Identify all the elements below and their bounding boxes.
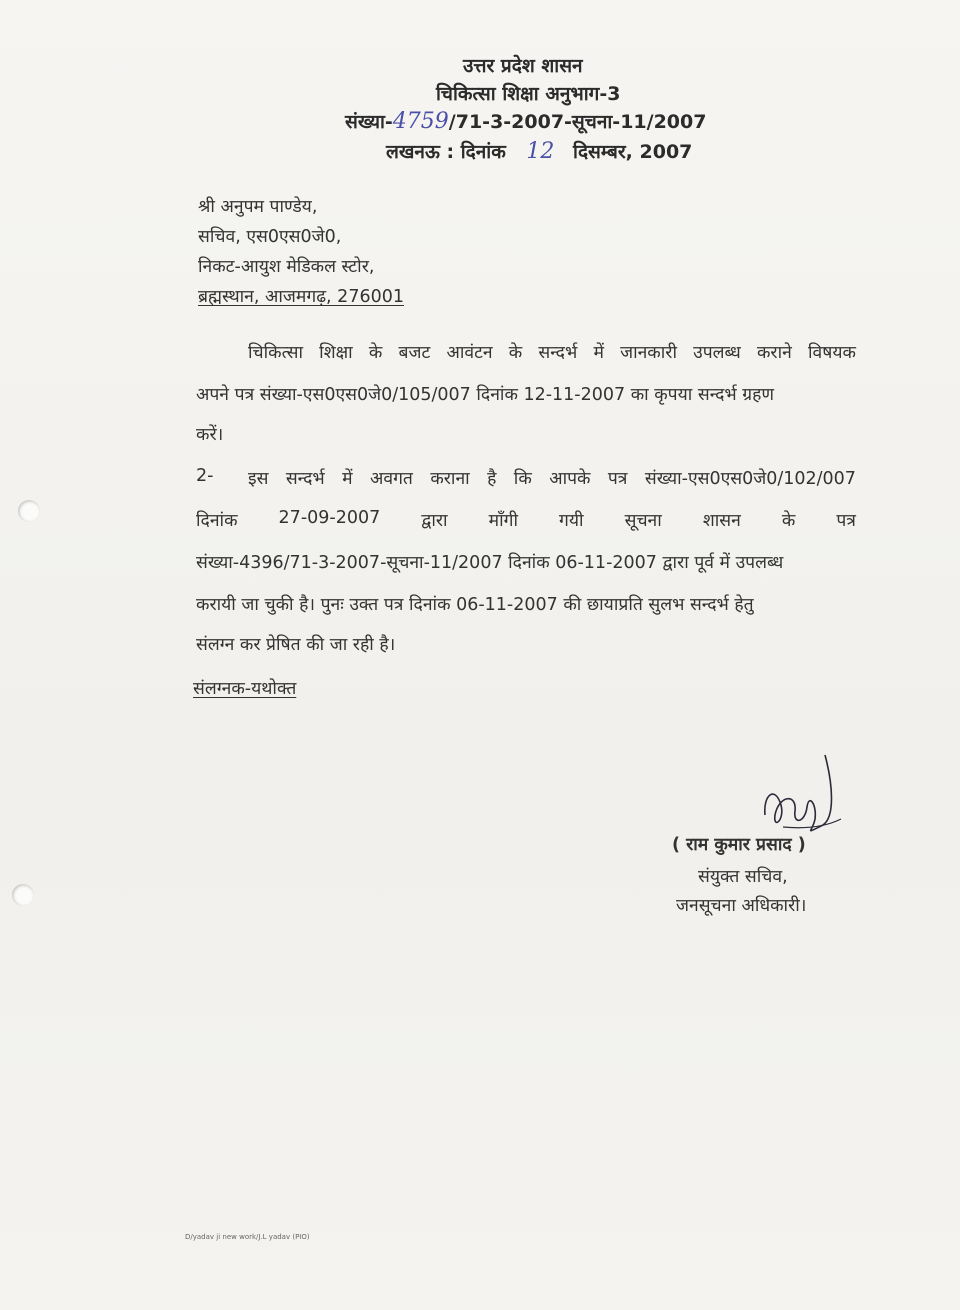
paragraph-1-line-1-word: सन्दर्भ: [538, 343, 578, 363]
paragraph-2-line-1-word: इस: [248, 469, 269, 489]
addressee-designation: सचिव, एस0एस0जे0,: [198, 227, 342, 247]
reference-number: [345, 108, 706, 134]
paragraph-1-line-1-word: बजट: [398, 343, 431, 363]
paragraph-2-line-2-word: द्वारा: [421, 511, 448, 531]
reference-handwritten-number: 4759: [392, 109, 449, 134]
paragraph-1-line-1-word: विषयक: [808, 343, 856, 363]
paragraph-2-line-2-word: गयी: [559, 511, 584, 531]
paragraph-1-line-1-word: के: [508, 343, 523, 363]
punch-hole-top: [18, 500, 40, 522]
punch-hole-bottom: [12, 884, 34, 906]
paragraph-2-line-1-word: कराना: [430, 469, 470, 489]
date-suffix: दिसम्बर, 2007: [573, 141, 693, 163]
paragraph-2-line-2: [196, 508, 856, 532]
paragraph-2-line-2-word: सूचना: [624, 511, 662, 531]
paragraph-2-line-1-word: आपके: [549, 469, 591, 489]
paragraph-2-line-2-word: शासन: [702, 511, 741, 531]
paragraph-1-line-1-word: जानकारी: [620, 343, 677, 363]
paragraph-2: [196, 466, 856, 666]
paragraph-2-line-4: करायी जा चुकी है। पुनः उक्त पत्र दिनांक 06-11-2007 की छायाप्रति सुलभ सन्दर्भ हेतु: [196, 595, 754, 615]
paragraph-2-line-1-word: कि: [513, 469, 532, 489]
paragraph-1-line-1-word: शिक्षा: [319, 343, 353, 363]
paragraph-2-line-3: संख्या-4396/71-3-2007-सूचना-11/2007 दिनांक 06-11-2007 द्वारा पूर्व में उपलब्ध: [196, 553, 784, 573]
date-handwritten-day: 12: [526, 139, 555, 164]
addressee-block: [198, 192, 404, 312]
header-department: चिकित्सा शिक्षा अनुभाग-3: [436, 83, 621, 105]
paragraph-1-line-3: करें।: [196, 425, 224, 445]
paragraph-2-line-1-word: में: [342, 469, 353, 489]
signatory-role: जनसूचना अधिकारी।: [676, 896, 807, 916]
enclosure-note: संलग्नक-यथोक्त: [193, 679, 297, 699]
paragraph-2-line-1-word: अवगत: [369, 469, 413, 489]
paragraph-2-line-2-word: पत्र: [836, 511, 856, 531]
paragraph-2-line-1-word: है: [487, 469, 497, 489]
paragraph-2-line-2-word: दिनांक: [196, 511, 238, 531]
paragraph-2-line-1-word: पत्र: [607, 469, 628, 489]
paragraph-1-line-1-word: में: [593, 343, 604, 363]
paragraph-2-line-1-word: सन्दर्भ: [285, 469, 325, 489]
paragraph-1-line-1-word: चिकित्सा: [248, 343, 303, 363]
date-prefix: लखनऊ : दिनांक: [386, 141, 506, 163]
place-date: [386, 138, 692, 164]
paragraph-2-line-5: संलग्न कर प्रेषित की जा रही है।: [196, 635, 396, 655]
paragraph-1: [196, 340, 856, 450]
paragraph-2-line-2-word: के: [781, 511, 796, 531]
reference-prefix: संख्या-: [345, 111, 393, 133]
paragraph-1-line-1-word: के: [368, 343, 383, 363]
paragraph-1-line-1: [248, 340, 856, 364]
paragraph-1-line-1-word: आवंटन: [446, 343, 493, 363]
signatory-name: ( राम कुमार प्रसाद ): [672, 835, 806, 855]
addressee-city: ब्रह्मस्थान, आजमगढ़, 276001: [198, 287, 404, 307]
paragraph-number: 2-: [196, 466, 214, 486]
paragraph-1-line-1-word: कराने: [756, 343, 792, 363]
paragraph-1-line-2: अपने पत्र संख्या-एस0एस0जे0/105/007 दिनांक 12-11-2007 का कृपया सन्दर्भ ग्रहण: [196, 385, 775, 405]
addressee-address: निकट-आयुश मेडिकल स्टोर,: [198, 257, 375, 277]
paragraph-2-line-1: [196, 466, 856, 490]
signatory-designation: संयुक्त सचिव,: [698, 867, 788, 887]
footer-file-path: D/yadav ji new work/J.L yadav (PIO): [185, 1233, 310, 1241]
paragraph-2-line-2-word: माँगी: [488, 511, 518, 531]
paragraph-2-line-2-word: 27-09-2007: [278, 508, 381, 528]
reference-suffix: /71-3-2007-सूचना-11/2007: [448, 111, 707, 133]
addressee-name: श्री अनुपम पाण्डेय,: [198, 197, 318, 217]
header-government: उत्तर प्रदेश शासन: [463, 55, 583, 77]
paragraph-1-line-1-word: उपलब्ध: [693, 343, 741, 363]
paragraph-2-line-1-word: संख्या-एस0एस0जे0/102/007: [644, 469, 856, 489]
